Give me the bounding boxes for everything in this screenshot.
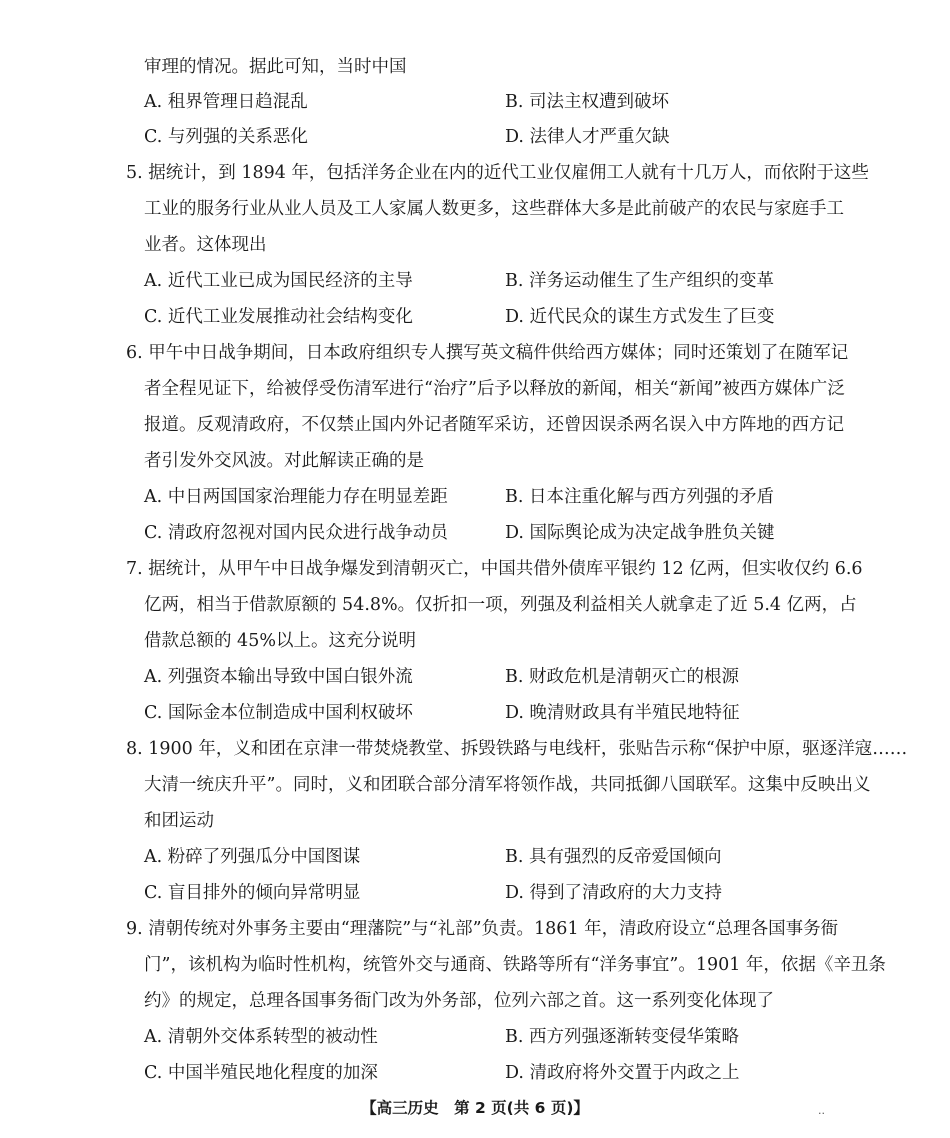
question-7-option-b: B. 财政危机是清朝灭亡的根源 <box>505 667 739 687</box>
question-5-option-d: D. 近代民众的谋生方式发生了巨变 <box>505 307 775 327</box>
question-8-line-3: 和团运动 <box>144 811 214 831</box>
question-8-option-b: B. 具有强烈的反帝爱国倾向 <box>505 847 722 867</box>
question-4-stem-end: 审理的情况。据此可知，当时中国 <box>144 57 407 77</box>
question-9-line-3: 约》的规定，总理各国事务衙门改为外务部，位列六部之首。这一系列变化体现了 <box>144 991 774 1011</box>
question-9-line-2: 门”，该机构为临时性机构，统管外交与通商、铁路等所有“洋务事宜”。1901 年，依据《辛丑条 <box>144 955 886 975</box>
question-4-option-d: D. 法律人才严重欠缺 <box>505 127 670 147</box>
question-8-option-a: A. 粉碎了列强瓜分中国图谋 <box>144 847 361 867</box>
question-8-line-2: 大清一统庆升平”。同时，义和团联合部分清军将领作战，共同抵御八国联军。这集中反映出义 <box>144 775 871 795</box>
question-6-option-a: A. 中日两国国家治理能力存在明显差距 <box>144 487 448 507</box>
question-7-line-2: 亿两，相当于借款原额的 54.8%。仅折扣一项，列强及利益相关人就拿走了近 5.4 亿两，占 <box>144 595 857 615</box>
question-6-option-c: C. 清政府忽视对国内民众进行战争动员 <box>144 523 448 543</box>
question-7-option-c: C. 国际金本位制造成中国利权破坏 <box>144 703 413 723</box>
question-8-line-1: 8. 1900 年，义和团在京津一带焚烧教堂、拆毁铁路与电线杆，张贴告示称“保护中原，驱逐洋寇…… <box>126 739 908 759</box>
question-6-line-2: 者全程见证下，给被俘受伤清军进行“治疗”后予以释放的新闻，相关“新闻”被西方媒体广泛 <box>144 379 845 399</box>
question-4-option-b: B. 司法主权遭到破坏 <box>505 92 669 112</box>
question-4-option-a: A. 租界管理日趋混乱 <box>144 92 308 112</box>
question-5-option-a: A. 近代工业已成为国民经济的主导 <box>144 271 413 291</box>
question-5-line-2: 工业的服务行业从业人员及工人家属人数更多，这些群体大多是此前破产的农民与家庭手工 <box>144 199 844 219</box>
question-5-option-c: C. 近代工业发展推动社会结构变化 <box>144 307 413 327</box>
question-9-option-a: A. 清朝外交体系转型的被动性 <box>144 1027 378 1047</box>
question-9-option-d: D. 清政府将外交置于内政之上 <box>505 1063 740 1083</box>
question-5-option-b: B. 洋务运动催生了生产组织的变革 <box>505 271 774 291</box>
question-5-line-3: 业者。这体现出 <box>144 235 267 255</box>
question-6-option-b: B. 日本注重化解与西方列强的矛盾 <box>505 487 774 507</box>
question-7-line-3: 借款总额的 45%以上。这充分说明 <box>144 631 416 651</box>
question-7-line-1: 7. 据统计，从甲午中日战争爆发到清朝灭亡，中国共借外债库平银约 12 亿两，但实收仅约 6.6 <box>126 559 863 579</box>
question-6-line-4: 者引发外交风波。对此解读正确的是 <box>144 451 424 471</box>
question-7-option-d: D. 晚清财政具有半殖民地特征 <box>505 703 740 723</box>
question-5-line-1: 5. 据统计，到 1894 年，包括洋务企业在内的近代工业仅雇佣工人就有十几万人，而依附于这些 <box>126 163 869 183</box>
question-8-option-c: C. 盲目排外的倾向异常明显 <box>144 883 361 903</box>
question-9-line-1: 9. 清朝传统对外事务主要由“理藩院”与“礼部”负责。1861 年，清政府设立“总理各国事务衙 <box>126 919 839 939</box>
question-9-option-c: C. 中国半殖民地化程度的加深 <box>144 1063 378 1083</box>
question-6-line-3: 报道。反观清政府，不仅禁止国内外记者随军采访，还曾因误杀两名误入中方阵地的西方记 <box>144 415 844 435</box>
question-8-option-d: D. 得到了清政府的大力支持 <box>505 883 723 903</box>
question-4-option-c: C. 与列强的关系恶化 <box>144 127 308 147</box>
page-footer: 【高三历史 第 2 页(共 6 页)】 <box>361 1099 589 1117</box>
question-9-option-b: B. 西方列强逐渐转变侵华策略 <box>505 1027 739 1047</box>
question-7-option-a: A. 列强资本输出导致中国白银外流 <box>144 667 413 687</box>
corner-mark: .. <box>818 1104 825 1117</box>
question-6-line-1: 6. 甲午中日战争期间，日本政府组织专人撰写英文稿件供给西方媒体；同时还策划了在随军记 <box>126 343 849 363</box>
question-6-option-d: D. 国际舆论成为决定战争胜负关键 <box>505 523 775 543</box>
